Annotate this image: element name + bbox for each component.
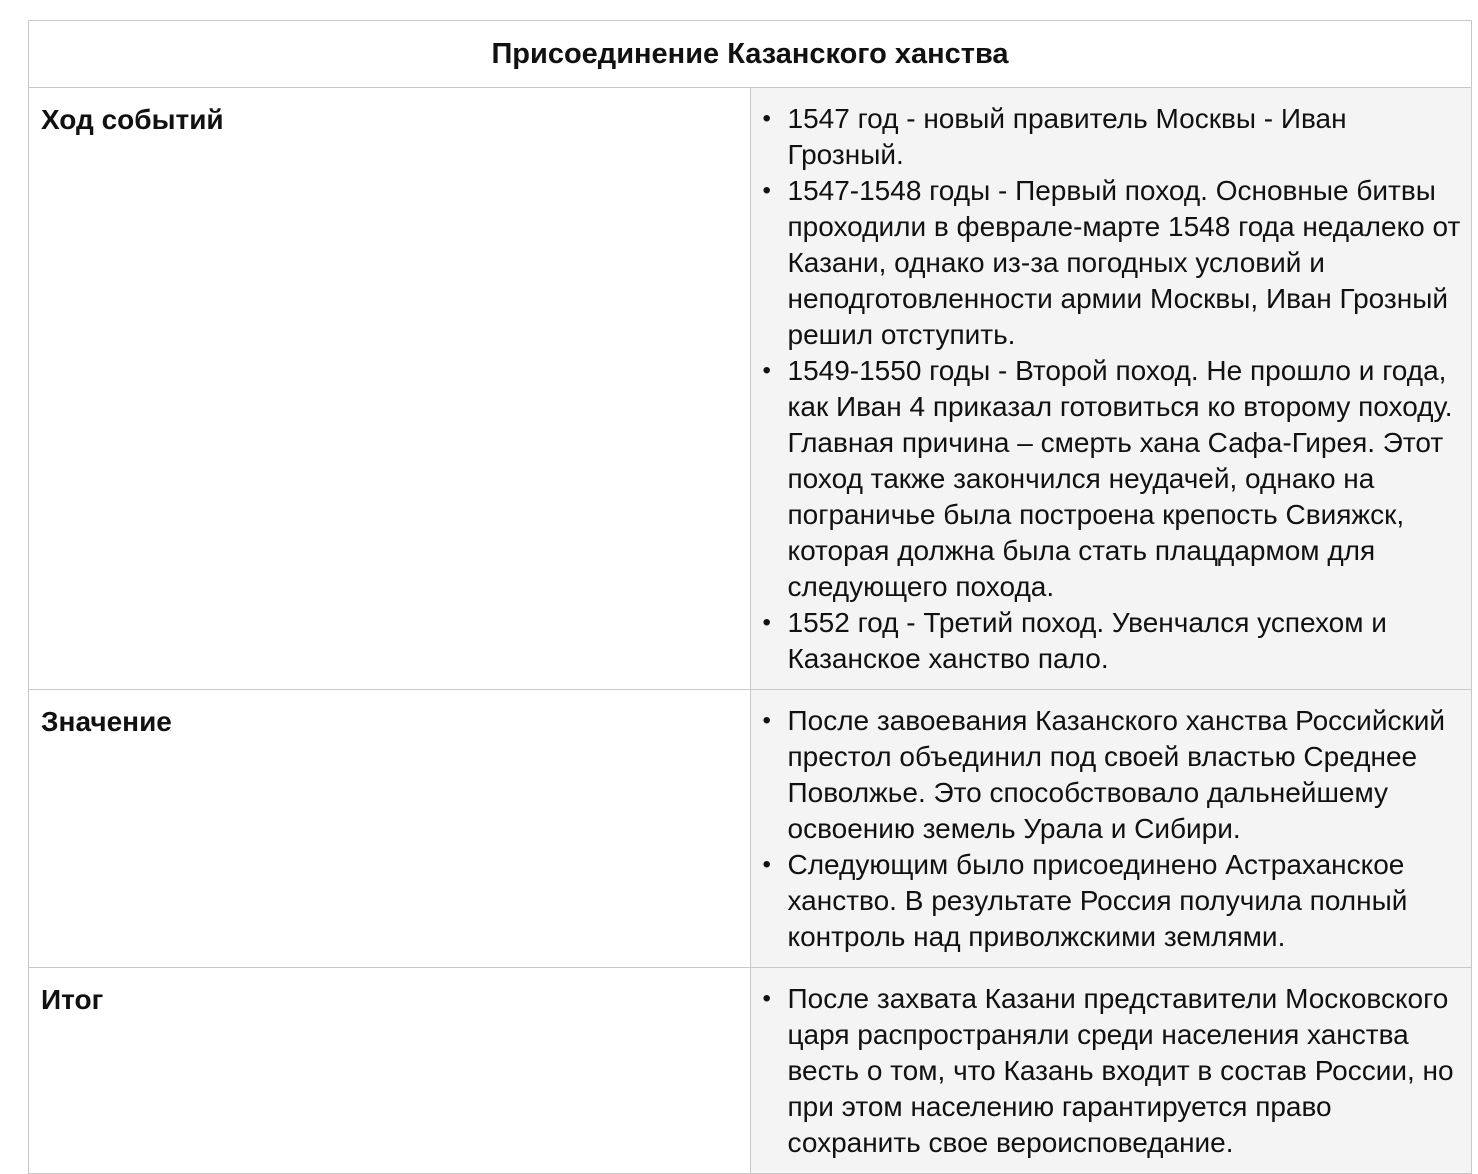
table-row-events — [29, 88, 1472, 690]
bullet-icon: • — [762, 707, 771, 734]
table-row-result — [29, 968, 1472, 1174]
list-item: • 1547 год - новый правитель Москвы - Иван Грозный. — [762, 103, 1347, 170]
table-title: Присоединение Казанского ханства — [29, 21, 1472, 88]
list-item: • 1549-1550 годы - Второй поход. Не прошло и года, как Иван 4 приказал готовиться ко второму походу. Главная причина – смерть хана Сафа-Гирея. Этот поход также закончился неудачей, однако на пограничье была построена крепость Свияжск, которая должна была стать плацдармом для следующего похода. — [762, 355, 1453, 602]
list-item: • После завоевания Казанского ханства Российский престол объединил под своей властью Среднее Поволжье. Это способствовало дальнейшему освоению земель Урала и Сибири. — [762, 705, 1445, 844]
bullet-icon: • — [762, 105, 771, 132]
row-label-events: Ход событий — [29, 88, 751, 690]
result-list — [761, 981, 1462, 1161]
bullet-icon: • — [762, 177, 771, 204]
row-content-events — [750, 88, 1472, 690]
bullet-icon: • — [762, 851, 771, 878]
table-row-significance — [29, 690, 1472, 968]
list-item: • После захвата Казани представители Московского царя распространяли среди населения ханства весть о том, что Казань входит в состав России, но при этом населению гарантируется право сохранить свое вероисповедание. — [762, 983, 1454, 1158]
bullet-icon: • — [762, 609, 771, 636]
row-content-significance — [750, 690, 1472, 968]
title-row — [29, 21, 1472, 88]
list-item: • 1552 год - Третий поход. Увенчался успехом и Казанское ханство пало. — [762, 607, 1387, 674]
list-item: • 1547-1548 годы - Первый поход. Основные битвы проходили в феврале-марте 1548 года недалеко от Казани, однако из-за погодных условий и неподготовленности армии Москвы, Иван Грозный решил отступить. — [762, 175, 1461, 350]
history-table — [28, 20, 1472, 1174]
row-label-result: Итог — [29, 968, 751, 1174]
events-list — [761, 101, 1462, 677]
list-item: • Следующим было присоединено Астраханское ханство. В результате Россия получила полный контроль над приволжскими землями. — [762, 849, 1408, 952]
bullet-icon: • — [762, 985, 771, 1012]
row-label-significance: Значение — [29, 690, 751, 968]
bullet-icon: • — [762, 357, 771, 384]
significance-list — [761, 703, 1462, 955]
row-content-result — [750, 968, 1472, 1174]
